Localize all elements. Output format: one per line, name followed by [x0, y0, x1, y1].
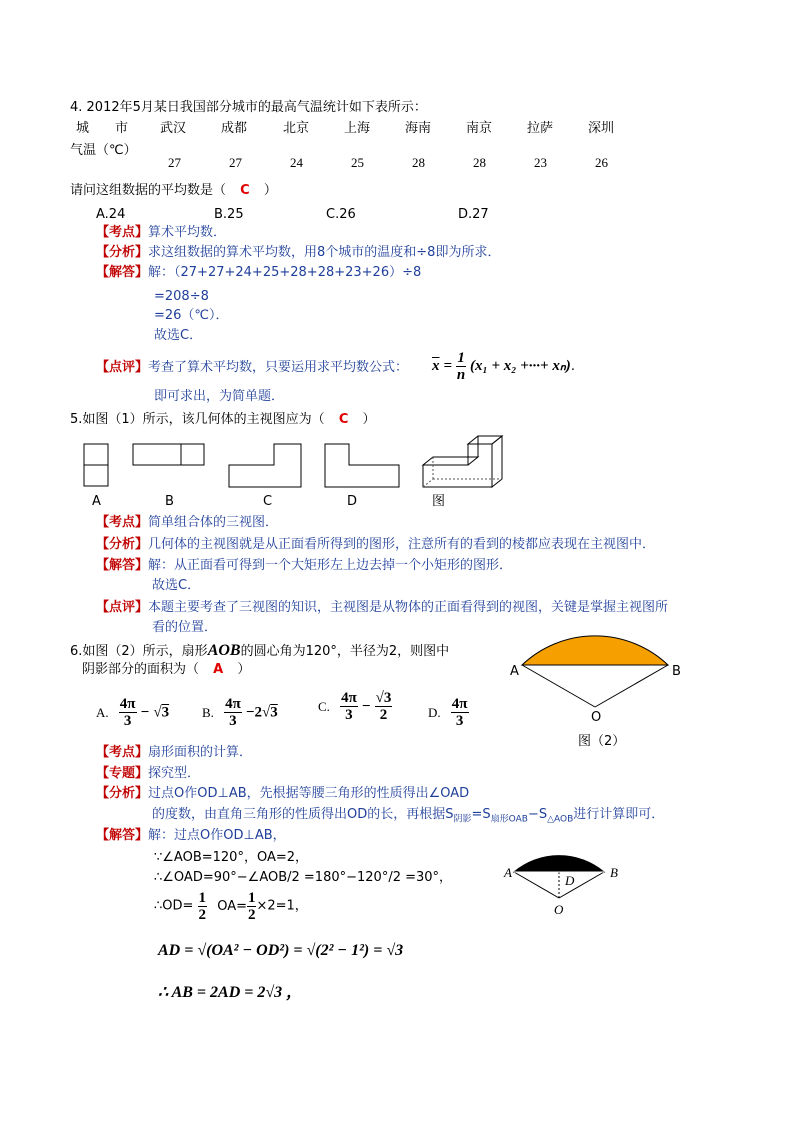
- seg-oa: [514, 872, 559, 898]
- view-d-label: D: [347, 494, 358, 509]
- city: 北京: [283, 121, 310, 136]
- q5-question: 5.如图（1）所示，该几何体的主视图应为（ C ）: [70, 412, 376, 427]
- radius-oa: [522, 665, 595, 707]
- solid-label: 图: [432, 494, 446, 509]
- q5-dianping-line: 看的位置．: [152, 620, 218, 635]
- shaded-segment: [522, 636, 668, 665]
- fig-label-b: B: [672, 664, 681, 679]
- q6-fenxi: 【分析】过点O作OD⊥AB，先根据等腰三角形的性质得出∠OAD: [96, 786, 470, 801]
- q5-fenxi: 【分析】几何体的主视图就是从正面看所得到的图形，注意所有的看到的棱都应表现在主视图中．: [96, 537, 656, 552]
- q5-kaodian: 【考点】简单组合体的三视图．: [96, 515, 279, 530]
- q6-jieda-line: ∴∠OAD=90°−∠AOB/2 =180°−120°/2 =30°，: [154, 870, 453, 885]
- temp: 27: [229, 155, 242, 170]
- view-b-figure: [133, 444, 204, 465]
- q4-jieda-line: 故选C．: [154, 328, 203, 343]
- q6-zhuanti: 【专题】探究型．: [96, 766, 201, 781]
- q4-fenxi: 【分析】求这组数据的算术平均数，用8个城市的温度和÷8即为所求．: [96, 245, 501, 260]
- q6-jieda-line: ∴OD= $\frac{1}{2}$ OA= $\frac{1}{2}$ ×2=1，: [154, 890, 308, 923]
- q5-figures: [0, 0, 794, 520]
- temp: 28: [412, 155, 425, 170]
- temp: 28: [473, 155, 486, 170]
- radius-ob: [595, 665, 668, 707]
- q5-dianping: 【点评】本题主要考查了三视图的知识，主视图是从物体的正面看得到的视图，关键是掌握主视图所: [96, 600, 669, 615]
- view-c-label: C: [263, 494, 273, 509]
- q4-jieda: 【解答】解：（27+27+24+25+28+28+23+26）÷8: [96, 265, 422, 280]
- q6-question: 阴影部分的面积为（ A ）: [82, 662, 251, 677]
- view-d-figure: [325, 444, 399, 487]
- city: 武汉: [160, 121, 187, 136]
- q6-answer: A: [213, 662, 224, 677]
- q6-option-b: B. $\frac{4\pi}{3}$ −2√3: [202, 696, 278, 729]
- view-c-figure: [229, 444, 301, 487]
- q4-kaodian: 【考点】算术平均数．: [96, 225, 227, 240]
- view-a-figure: [84, 444, 108, 486]
- fig-label-o: O: [591, 710, 602, 725]
- q4-option-c: C.26: [326, 207, 356, 222]
- q4-stem: 4. 2012年5月某日我国部分城市的最高气温统计如下表所示：: [70, 100, 427, 115]
- q6-ad-formula: AD = √(OA² − OD²) = √(2² − 1²) = √3: [158, 942, 404, 959]
- temp: 26: [595, 155, 608, 170]
- table-header-label: 城 市: [76, 121, 129, 136]
- temp: 24: [290, 155, 303, 170]
- city: 海南: [405, 121, 432, 136]
- q5-jieda-line: 故选C．: [152, 578, 201, 593]
- fig3-label-o: O: [554, 902, 564, 917]
- temp: 23: [534, 155, 547, 170]
- black-segment: [514, 856, 604, 872]
- city: 拉萨: [527, 121, 554, 136]
- fig3-label-d: D: [565, 873, 575, 888]
- fig-caption: 图（2）: [578, 734, 626, 749]
- q4-jieda-line: =208÷8: [154, 289, 209, 304]
- mean-formula: $\overline{x}$ = $\frac{1}{n}$ (x₁ + x₂ +···+ xₙ).: [432, 350, 575, 383]
- city: 南京: [466, 121, 493, 136]
- fig3-label-b: B: [610, 865, 618, 880]
- q6-option-d: D. $\frac{4\pi}{3}$: [428, 696, 468, 729]
- q4-option-d: D.27: [458, 207, 489, 222]
- table-temp-label: 气温（℃）: [70, 143, 137, 158]
- q4-option-b: B.25: [214, 207, 244, 222]
- q6-jieda-line: ∵∠AOB=120°，OA=2，: [154, 850, 309, 865]
- city: 深圳: [588, 121, 615, 136]
- city: 成都: [221, 121, 248, 136]
- q4-dianping-end: 即可求出，为简单题．: [154, 389, 285, 404]
- q5-jieda: 【解答】解：从正面看可得到一个大矩形左上边去掉一个小矩形的图形．: [96, 558, 513, 573]
- fig-label-a: A: [510, 664, 519, 679]
- view-a-label: A: [92, 494, 101, 509]
- q4-option-a: A.24: [96, 207, 126, 222]
- temp: 27: [168, 155, 181, 170]
- q4-dianping: 【点评】考查了算术平均数，只要运用求平均数公式：: [96, 360, 409, 375]
- q6-stem: 6.如图（2）所示，扇形AOB的圆心角为120°，半径为2，则图中: [70, 642, 450, 659]
- q6-fenxi-line: 的度数，由直角三角形的性质得出OD的长，再根据$S_{阴影}=S_{扇形OAB}-S_{\triangle AOB}$进行计算即可．: [152, 807, 665, 825]
- city: 上海: [344, 121, 371, 136]
- fig3-label-a: A: [504, 865, 512, 880]
- q6-jieda: 【解答】解：过点O作OD⊥AB，: [96, 828, 286, 843]
- q6-kaodian: 【考点】扇形面积的计算．: [96, 745, 253, 760]
- temp: 25: [351, 155, 364, 170]
- q5-answer: C: [338, 412, 349, 427]
- q6-ab-formula: ∴ AB = 2AD = 2√3 ，: [158, 984, 303, 1001]
- view-b-label: B: [165, 494, 174, 509]
- q6-option-c: C. $\frac{4\pi}{3}$ − $\frac{√3}{2}$: [318, 690, 392, 723]
- solid-figure: [423, 436, 502, 487]
- q6-option-a: A. $\frac{4\pi}{3}$ − √3: [96, 696, 170, 729]
- q4-answer: C: [240, 183, 250, 198]
- q4-question: 请问这组数据的平均数是（ C ）: [70, 183, 277, 198]
- q4-jieda-line: =26（℃）．: [154, 308, 229, 323]
